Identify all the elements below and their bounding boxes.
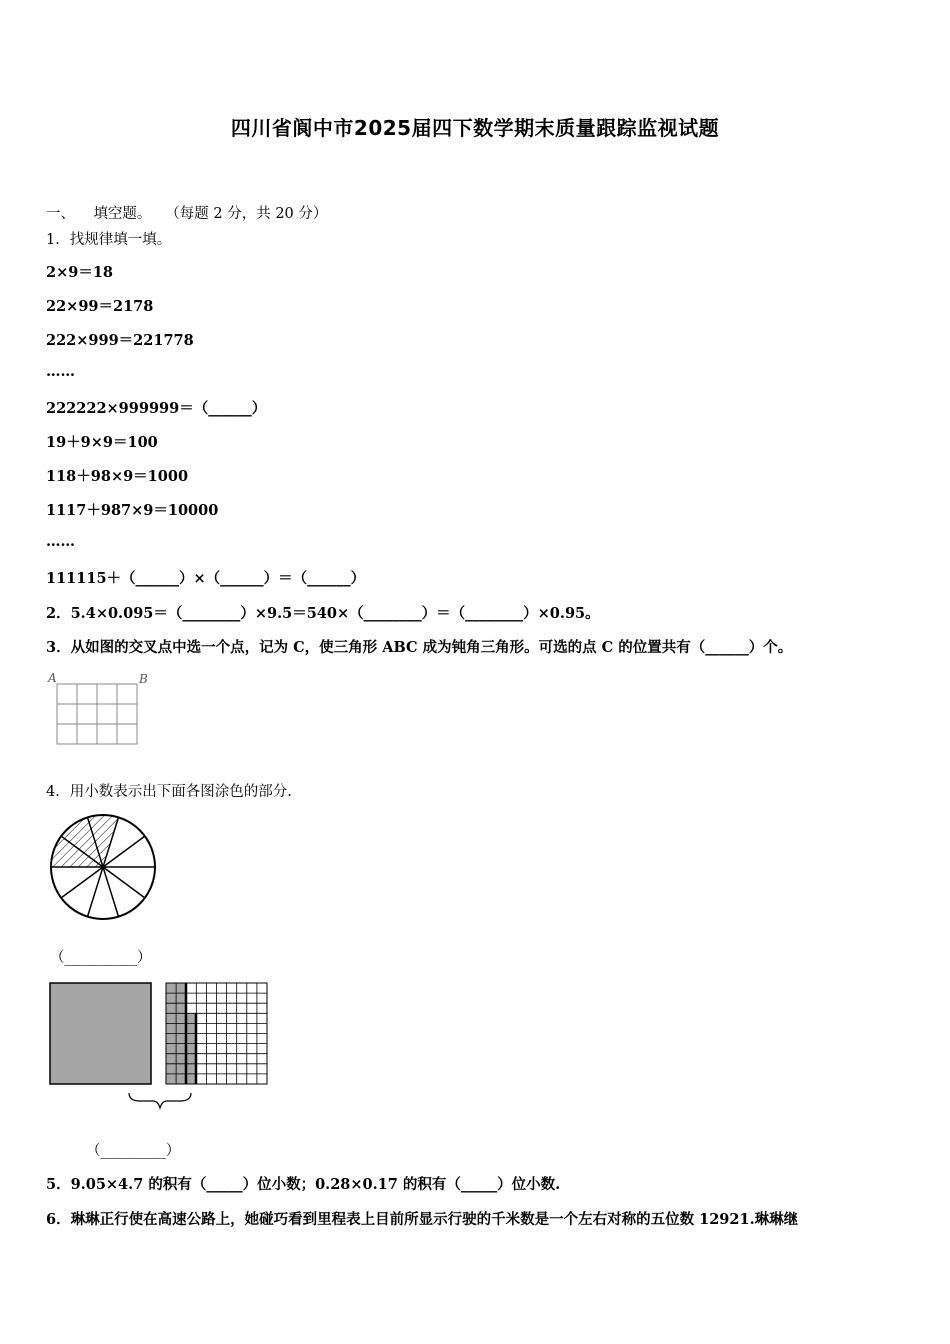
full-shaded-square [50,983,151,1084]
section-note: （每题 2 分，共 20 分） [165,206,328,222]
brace [129,1093,191,1108]
q4-answer-blank-1: （__________） [50,950,152,966]
point-a-label: A [48,671,57,685]
q3-text: 3．从如图的交叉点中选一个点，记为 C，使三角形 ABC 成为钝角三角形。可选的点 C 的位置共有（______）个。 [46,639,793,656]
page-title: 四川省阆中市2025届四下数学期末质量跟踪监视试题 [230,116,720,140]
section-name: 填空题。 [93,206,152,222]
section-number: 一、 [46,206,75,222]
q4-answer-blank-2: （_________） [86,1143,181,1159]
section-heading [46,202,327,223]
q1-line: 19＋9×9＝100 [46,434,158,451]
q1-line: 22×99＝2178 [46,298,154,315]
q5-text: 5．9.05×4.7 的积有（_____）位小数；0.28×0.17 的积有（_____）位小数. [46,1176,561,1193]
q1-line: 111115＋（______）×（______）＝（______） [46,570,366,587]
q4-text: 4．用小数表示出下面各图涂色的部分. [46,784,292,800]
q1-line: …… [46,533,75,550]
point-b-label: B [139,672,148,686]
q3-grid-figure [44,668,154,750]
q6-text: 6．琳琳正行使在高速公路上，她碰巧看到里程表上目前所显示行驶的千米数是一个左右对称的五位数 12921.琳琳继 [46,1211,799,1228]
q2-text: 2．5.4×0.095＝（________）×9.5＝540×（________）＝（________）×0.95。 [46,605,600,622]
q1-line: 1117＋987×9＝10000 [46,502,219,519]
q1-prompt: 1．找规律填一填。 [46,232,172,248]
q1-line: 118＋98×9＝1000 [46,468,189,485]
q1-line: 222222×999999＝（______） [46,400,267,417]
q1-line: 2×9＝18 [46,264,114,281]
q4-squares-figure [48,980,273,1110]
q4-circle-figure [48,812,158,922]
q1-line: …… [46,363,75,380]
q1-line: 222×999＝221778 [46,332,194,349]
